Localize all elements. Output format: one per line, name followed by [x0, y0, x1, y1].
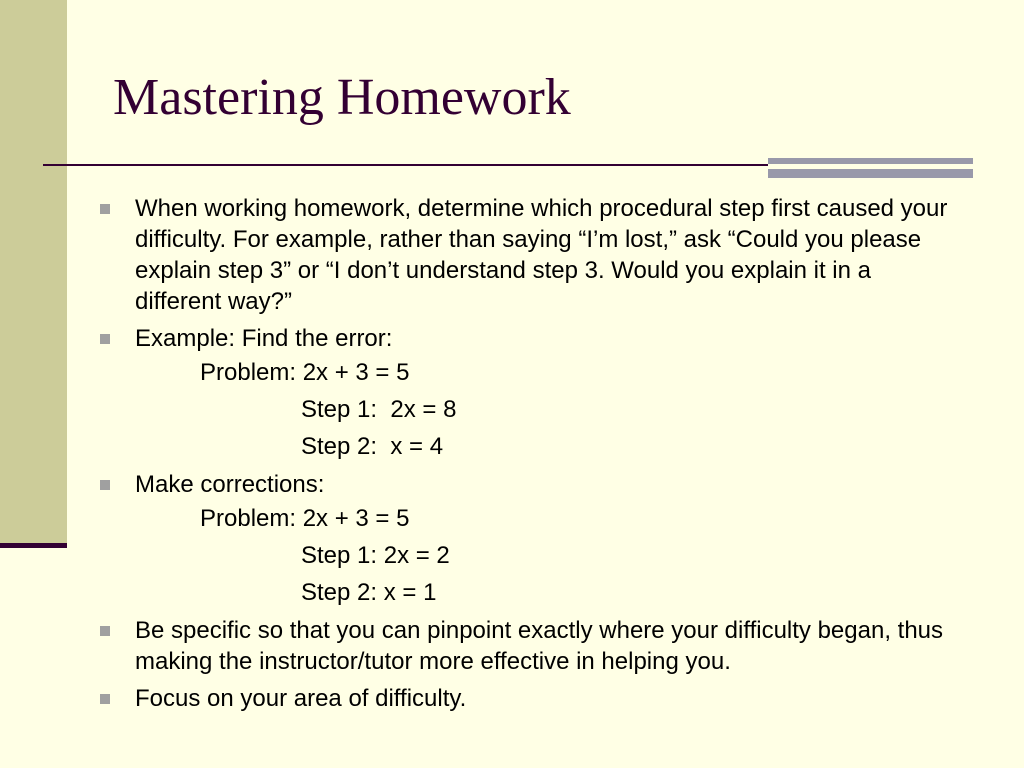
corrected-step-2: Step 2: x = 1	[301, 579, 437, 606]
bullet-text: Be specific so that you can pinpoint exactly where your difficulty began, thus making the instructor/tutor more effective in helping you.	[135, 617, 944, 675]
bullet-item	[135, 323, 955, 354]
bullet-item	[135, 683, 955, 714]
slide-title: Mastering Homework	[113, 69, 571, 126]
example-step-2: Step 2: x = 4	[301, 433, 444, 460]
example-problem: Problem: 2x + 3 = 5	[200, 359, 410, 386]
corrected-step-1: Step 1: 2x = 2	[301, 542, 450, 569]
square-bullet-icon	[100, 626, 110, 636]
bullet-text: Make corrections:	[135, 471, 325, 498]
bullet-item	[135, 615, 955, 677]
bullet-text: When working homework, determine which procedural step first caused your difficulty. For example, rather than saying “I’m lost,” ask “Could you please explain step 3” or “I don’t understand step 3. Would you explain it in a different way?”	[135, 195, 948, 315]
slide-body	[0, 193, 1024, 714]
square-bullet-icon	[100, 334, 110, 344]
example-step-1: Step 1: 2x = 8	[301, 396, 457, 423]
accent-bar-top	[768, 158, 973, 164]
bullet-text: Example: Find the error:	[135, 325, 393, 352]
square-bullet-icon	[100, 204, 110, 214]
square-bullet-icon	[100, 480, 110, 490]
accent-bar-bottom	[768, 169, 973, 178]
bullet-item	[135, 193, 955, 317]
bullet-text: Focus on your area of difficulty.	[135, 685, 467, 712]
bullet-item	[135, 469, 955, 500]
corrected-problem: Problem: 2x + 3 = 5	[200, 505, 410, 532]
title-divider-line	[43, 164, 768, 166]
square-bullet-icon	[100, 694, 110, 704]
